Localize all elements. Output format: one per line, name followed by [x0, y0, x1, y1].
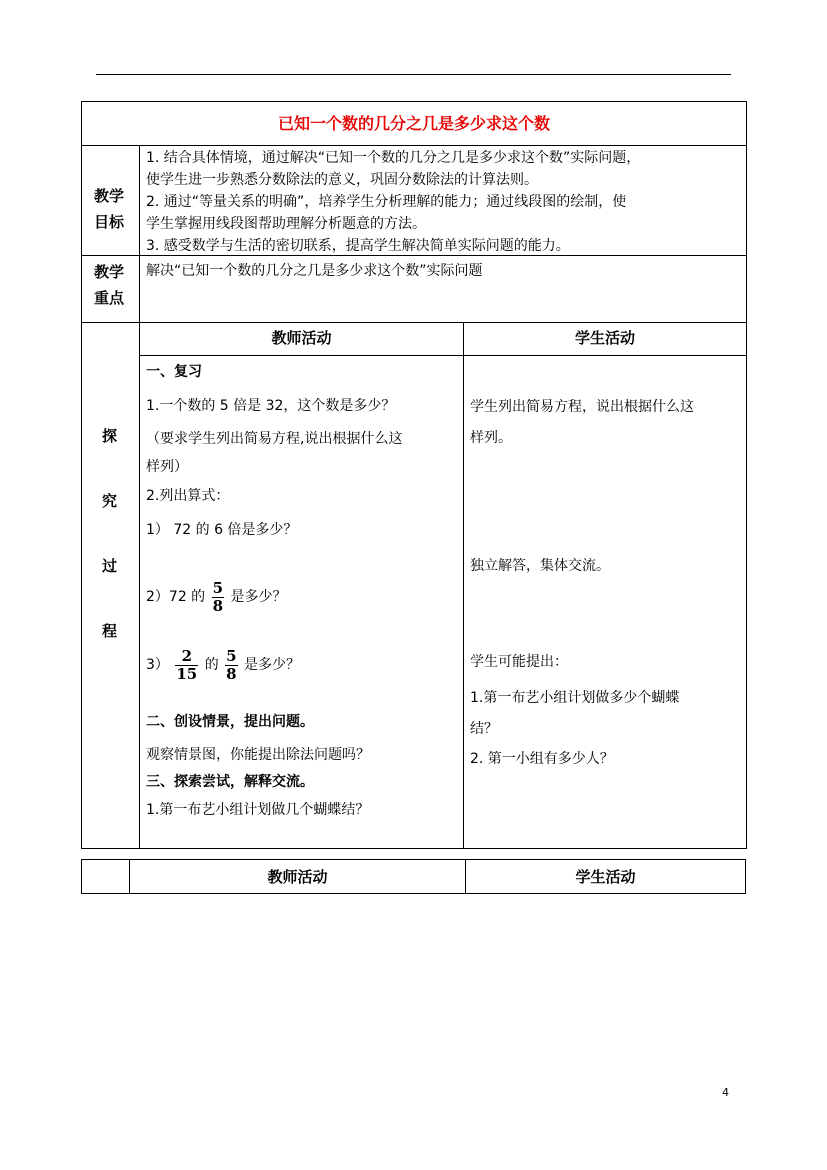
- continuation-teacher-header: 教师活动: [267, 868, 328, 886]
- question-text: 2）72 的: [146, 589, 206, 605]
- note-line: （要求学生列出简易方程,说出根据什么这: [146, 431, 403, 447]
- teacher-header: 教师活动: [271, 329, 332, 347]
- fraction: [212, 580, 224, 614]
- section-2-heading: 二、创设情景，提出问题。: [146, 714, 314, 730]
- fraction-denominator: 15: [176, 664, 198, 683]
- lesson-title: 已知一个数的几分之几是多少求这个数: [277, 114, 550, 133]
- student-response-1: [470, 392, 694, 454]
- section-2-text: 观察情景图，你能提出除法问题吗？: [146, 747, 370, 763]
- header-rule: [96, 74, 731, 75]
- objectives-line: 3. 感受数学与生活的密切联系，提高学生解决简单实际问题的能力。: [146, 238, 570, 254]
- student-line: 样列。: [470, 430, 512, 446]
- review-heading: 一、复习: [146, 364, 202, 380]
- objectives-line: 学生掌握用线段图帮助理解分析题意的方法。: [146, 216, 426, 232]
- focus-label: [94, 259, 124, 312]
- section-3-heading: 三、探索尝试，解释交流。: [146, 774, 314, 790]
- review-question-1: 1.一个数的 5 倍是 32，这个数是多少？: [146, 398, 396, 414]
- objectives-text: [146, 147, 640, 257]
- review-question-1-note: [146, 425, 402, 481]
- student-line: 1.第一布艺小组计划做多少个蝴蝶: [470, 690, 680, 706]
- question-text: 是多少？: [244, 657, 301, 673]
- process-label-char: 探: [102, 427, 118, 445]
- continuation-label-cell: [81, 859, 130, 894]
- review-question-2-3: [146, 648, 300, 682]
- fraction-denominator: 8: [226, 664, 237, 683]
- review-question-2-1: 1） 72 的 6 倍是多少？: [146, 522, 298, 538]
- student-response-3: 学生可能提出：: [470, 654, 568, 670]
- objectives-line: 2. 通过“等量关系的明确”，培养学生分析理解的能力；通过线段图的绘制，使: [146, 194, 627, 210]
- question-text: 是多少？: [230, 589, 287, 605]
- fraction-numerator: 5: [212, 579, 224, 597]
- fraction-denominator: 8: [212, 596, 224, 615]
- objectives-label-line2: 目标: [94, 213, 125, 232]
- objectives-line: 使学生进一步熟悉分数除法的意义，巩固分数除法的计算法则。: [146, 172, 538, 188]
- focus-label-line1: 教学: [94, 263, 125, 281]
- review-question-2-2: [146, 580, 287, 614]
- process-label-cell: [81, 322, 140, 849]
- student-question-1: [470, 683, 679, 745]
- fraction-numerator: 5: [226, 647, 237, 665]
- section-3-question-1: 1.第一布艺小组计划做几个蝴蝶结？: [146, 802, 370, 818]
- process-label-char: 程: [102, 622, 118, 640]
- focus-label-line2: 重点: [94, 289, 125, 308]
- fraction: [225, 648, 237, 682]
- student-line: 结？: [470, 721, 498, 737]
- fraction: [175, 648, 198, 682]
- objectives-label: [94, 183, 124, 236]
- question-text: 3）: [146, 657, 169, 673]
- continuation-student-header: 学生活动: [575, 868, 636, 886]
- process-label-char: 究: [102, 492, 118, 510]
- student-question-2: 2. 第一小组有多少人？: [470, 751, 614, 767]
- page-number: 4: [722, 1086, 729, 1099]
- objectives-label-line1: 教学: [94, 187, 125, 205]
- student-line: 学生列出简易方程，说出根据什么这: [470, 399, 694, 415]
- process-label-char: 过: [102, 557, 118, 575]
- question-text: 的: [204, 657, 219, 673]
- fraction-numerator: 2: [175, 648, 198, 666]
- student-header: 学生活动: [574, 329, 635, 347]
- objectives-line: 1. 结合具体情境，通过解决“已知一个数的几分之几是多少求这个数”实际问题，: [146, 150, 641, 166]
- student-response-2: 独立解答，集体交流。: [470, 558, 610, 574]
- review-question-2: 2.列出算式：: [146, 488, 230, 504]
- focus-text: 解决“已知一个数的几分之几是多少求这个数”实际问题: [146, 263, 483, 279]
- note-line: 样列）: [146, 459, 188, 475]
